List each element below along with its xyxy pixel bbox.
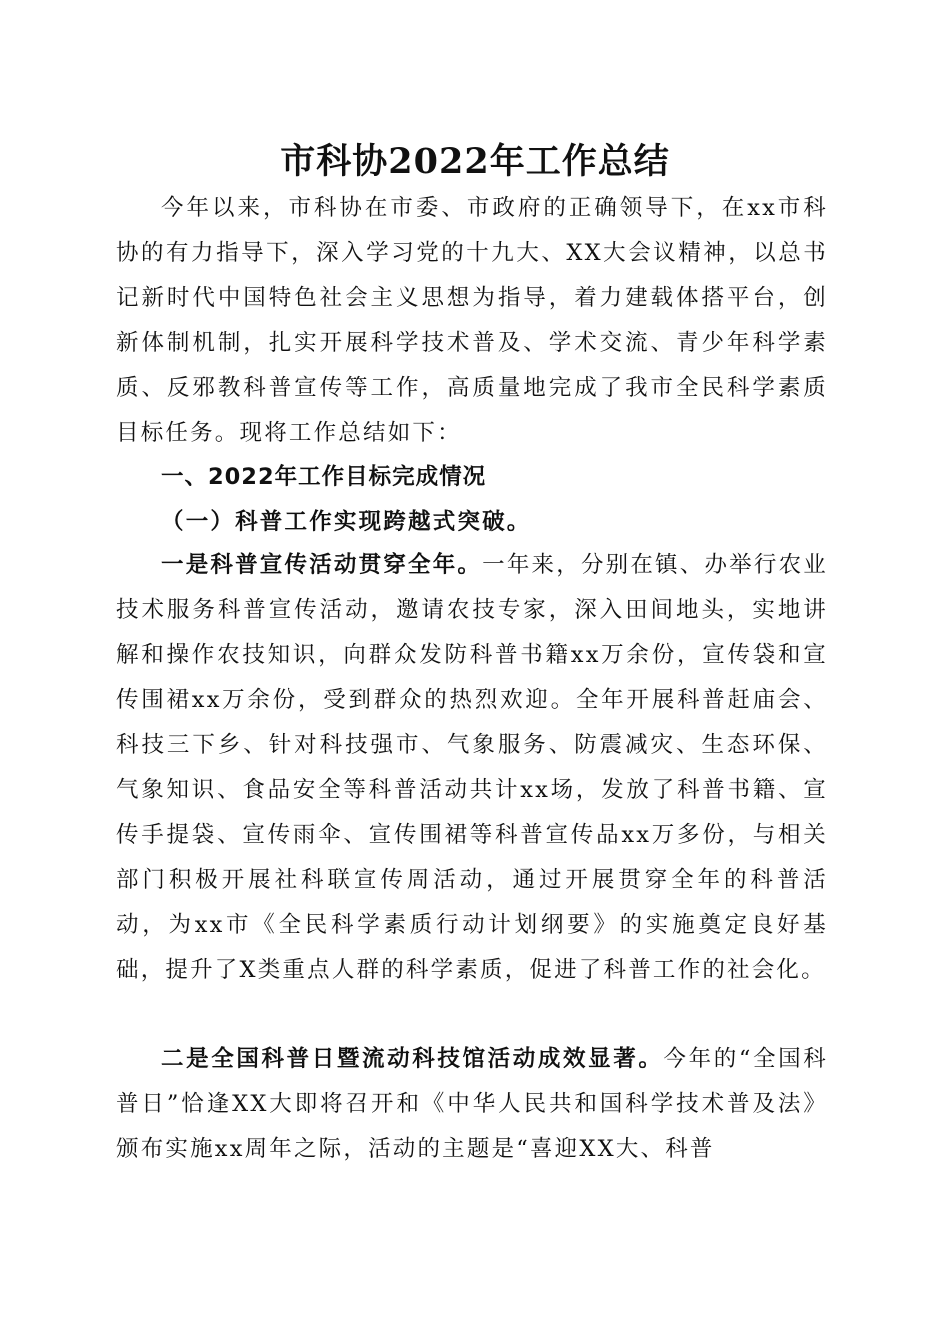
paragraph-item-2-lead: 二是全国科普日暨流动科技馆活动成效显著。 [161,1046,664,1072]
subsection-heading: （一）科普工作实现跨越式突破。 [161,509,532,535]
paragraph-item-2 [116,1037,828,1172]
section-heading: 一、2022年工作目标完成情况 [161,464,487,490]
document-title: 市科协2022年工作总结 [280,141,670,182]
paragraph-item-1 [116,543,828,993]
paragraph-item-2-text: 今年的“全国科普日”恰逢XX大即将召开和《中华人民共和国科学技术普及法》颁布实施xx周年之际，活动的主题是“喜迎XX大、科普 [116,1046,828,1162]
intro-paragraph: 今年以来，市科协在市委、市政府的正确领导下，在xx市科协的有力指导下，深入学习党的十九大、XX大会议精神，以总书记新时代中国特色社会主义思想为指导，着力建载体搭平台，创新体制机制，扎实开展科学技术普及、学术交流、青少年科学素质、反邪教科普宣传等工作，高质量地完成了我市全民科学素质目标任务。现将工作总结如下： [116,195,828,446]
paragraph-item-1-lead: 一是科普宣传活动贯穿全年。 [161,552,483,578]
paragraph-item-1-text: 一年来，分别在镇、办举行农业技术服务科普宣传活动，邀请农技专家，深入田间地头，实地讲解和操作农技知识，向群众发防科普书籍xx万余份，宣传袋和宣传围裙xx万余份，受到群众的热烈欢迎。全年开展科普赶庙会、科技三下乡、针对科技强市、气象服务、防震减灾、生态环保、气象知识、食品安全等科普活动共计xx场，发放了科普书籍、宣传手提袋、宣传雨伞、宣传围裙等科普宣传品xx万多份，与相关部门积极开展社科联宣传周活动，通过开展贯穿全年的科普活动，为xx市《全民科学素质行动计划纲要》的实施奠定良好基础，提升了X类重点人群的科学素质，促进了科普工作的社会化。 [116,552,828,983]
